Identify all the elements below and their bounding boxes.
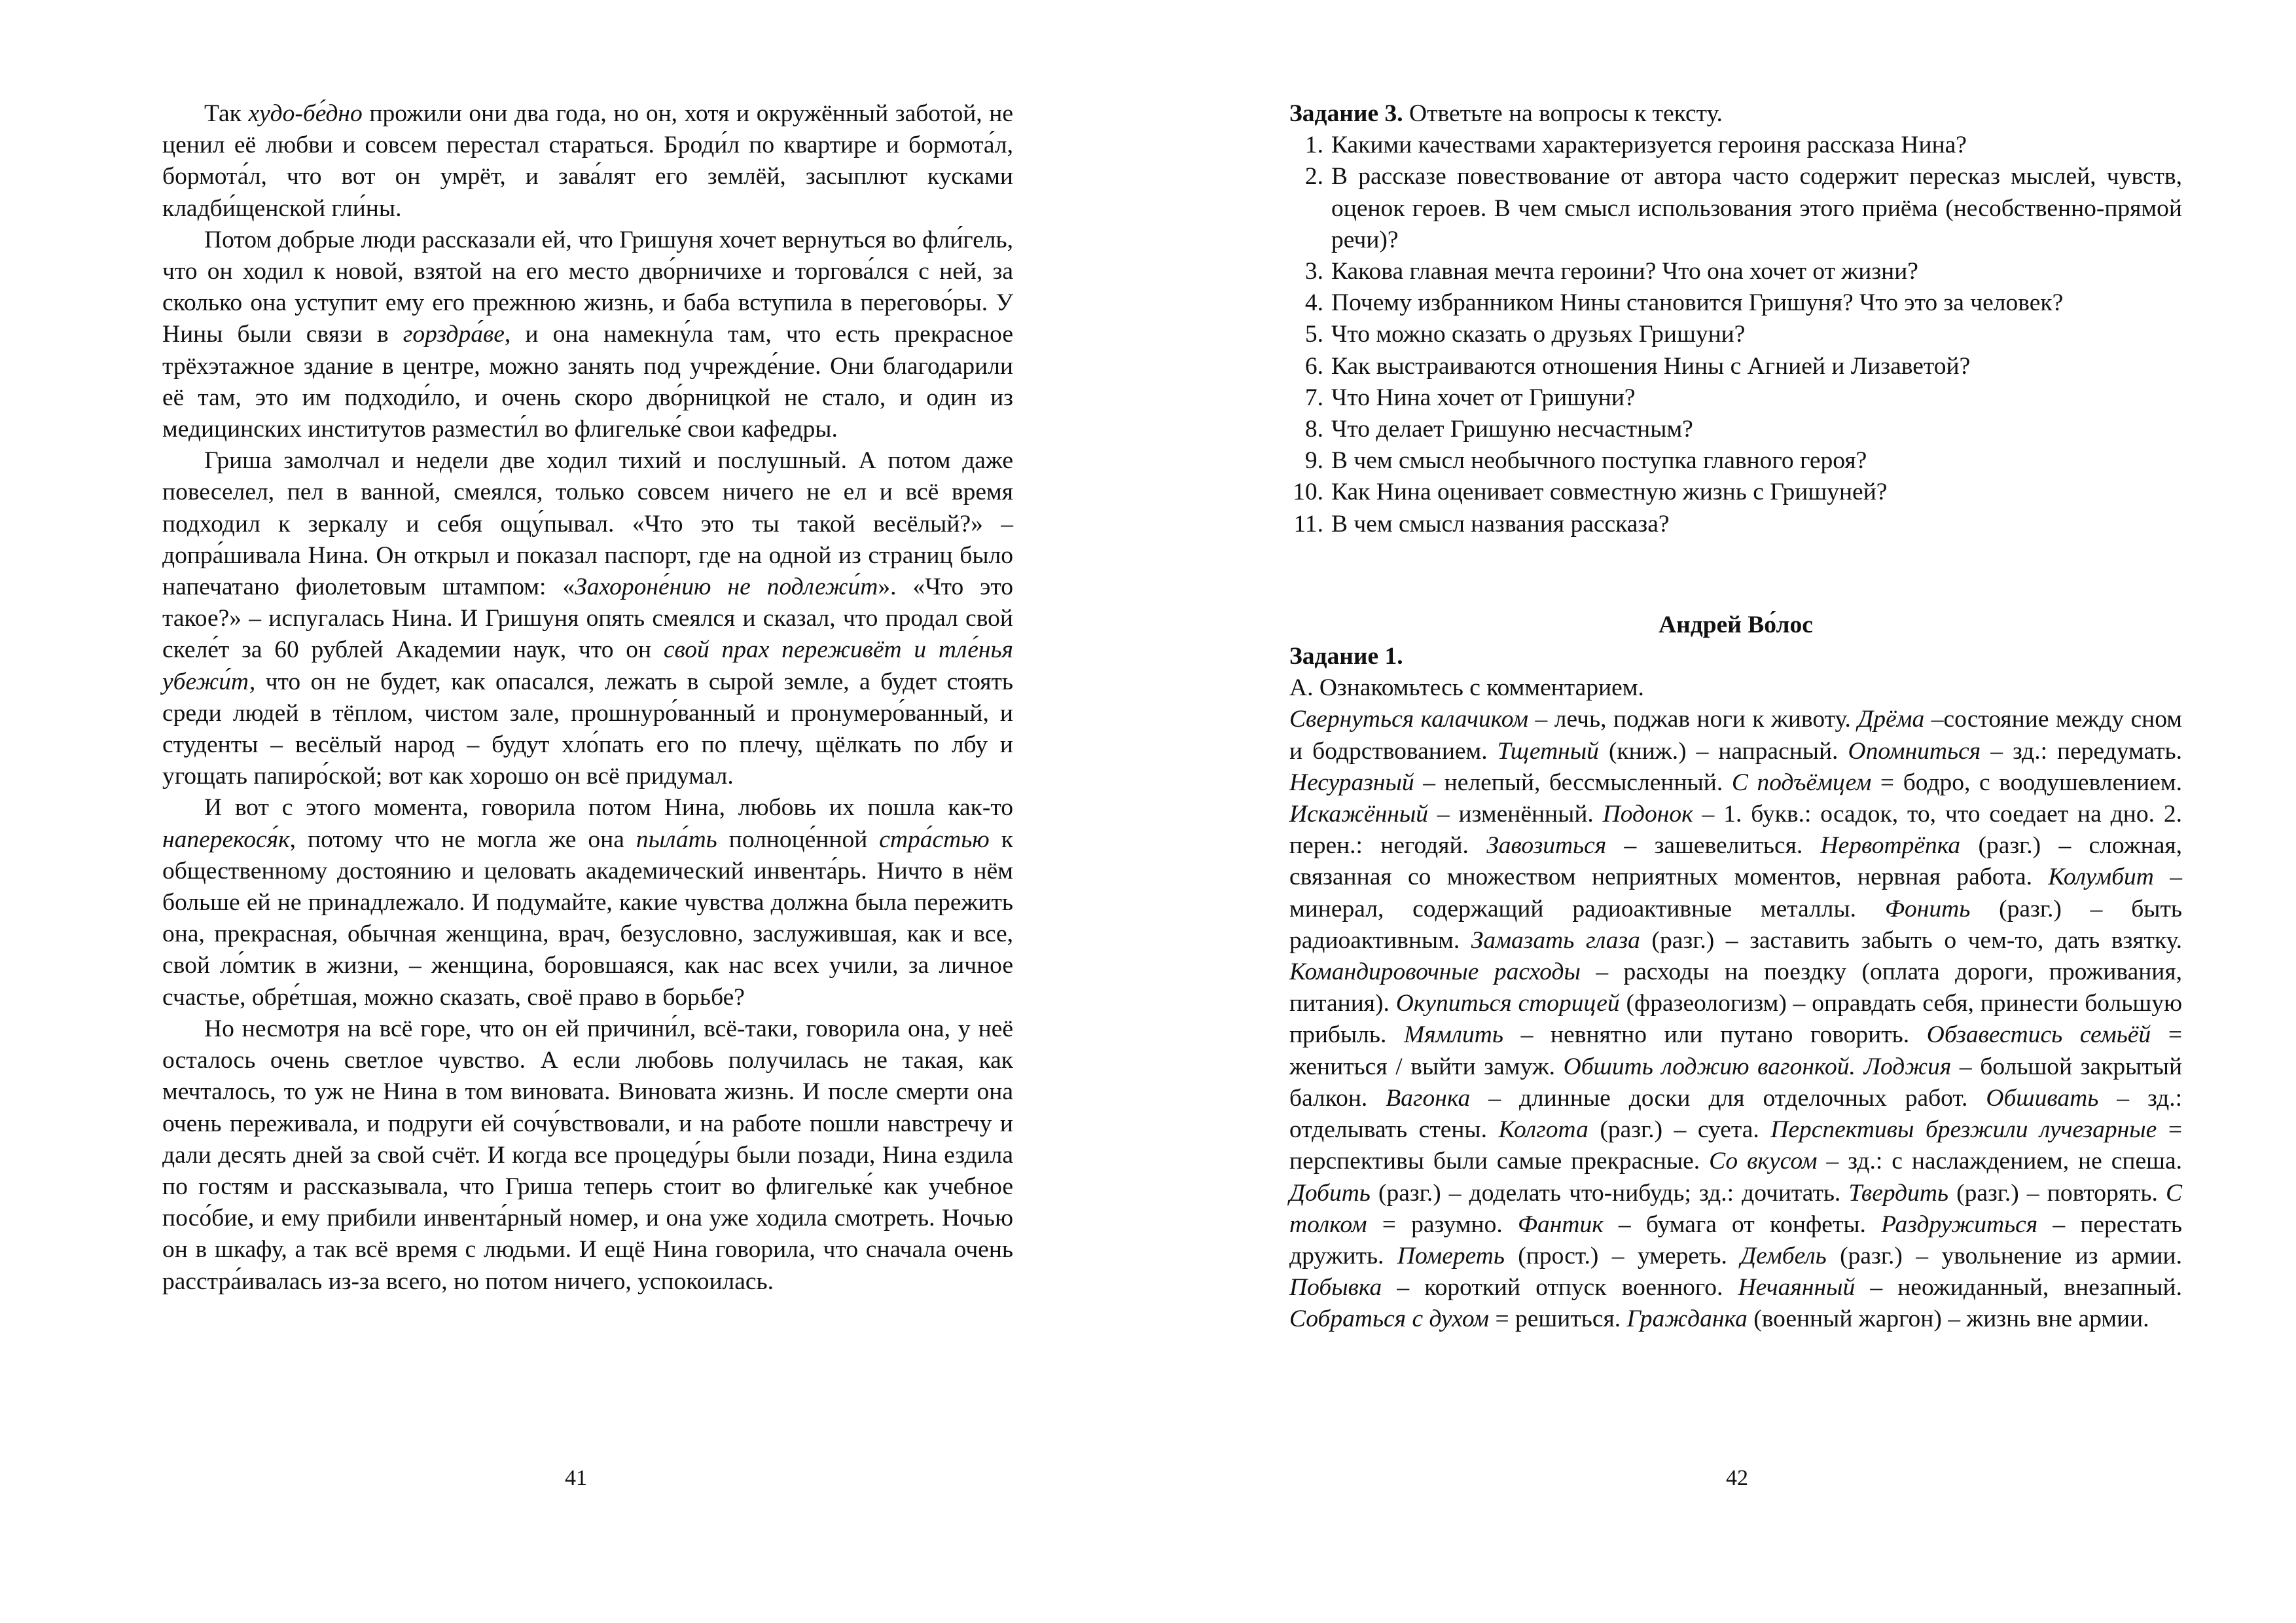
text-run: –состояние между сном и бодрствованием. <box>1289 706 2182 765</box>
text-run: = жениться / выйти замуж. <box>1289 1021 2183 1080</box>
question-number: 5. <box>1304 321 1323 348</box>
italic-term: Фонить <box>1884 895 1971 922</box>
question-item <box>1289 256 2182 287</box>
italic-term: Замазать глаза <box>1471 926 1640 954</box>
question-text: В рассказе повествование от автора часто содержит пересказ мыслей, чувств, оценок героев. В чем смысл использования этого приёма (несобственно-прямой речи)? <box>1331 163 2182 253</box>
question-number: 8. <box>1304 416 1323 443</box>
italic-term: С подъёмцем <box>1731 769 1872 796</box>
text-run: (прост.) – умереть. <box>1504 1242 1741 1269</box>
question-item <box>1289 351 2182 382</box>
italic-term: Побывка <box>1289 1274 1382 1302</box>
text-run: Так <box>204 100 249 127</box>
question-item <box>1289 445 2182 477</box>
story-paragraph <box>162 225 1013 445</box>
text-run: (разг.) – быть радиоактивным. <box>1289 895 2182 954</box>
italic-term: свой прах переживёт и тле́нья убежи́т, <box>162 636 1013 695</box>
italic-term: Колгота <box>1498 1116 1588 1144</box>
question-item <box>1289 382 2182 414</box>
italic-term: Нервотрёпка <box>1820 832 1961 860</box>
text-run: Гриша замолчал и недели две ходил тихий и послушный. А потом даже повеселел, пел в ванной, смеялся, только совсем ничего не ел и всё время подходил к зеркалу и себя ощу́пывал. «Что это ты такой весёлый?» – допра́шивала Нина. Он открыл и показал паспорт, где на одной из страниц было напечатано фиолетовым штампом: « <box>162 447 1013 601</box>
italic-term: горздра́ве <box>403 321 505 348</box>
text-run: – бумага от конфеты. <box>1603 1211 1882 1238</box>
text-run: – минерал, содержащий радиоактивные металлы. <box>1289 864 2182 922</box>
question-text: В чем смысл необычного поступка главного героя? <box>1331 447 1867 475</box>
text-run: – длинные доски для отделочных работ. <box>1470 1084 1986 1112</box>
question-text: Какова главная мечта героини? Что она хочет от жизни? <box>1331 258 1918 285</box>
text-run: И вот с этого момента, говорила потом Нина, любовь их пошла как-то <box>204 794 1013 822</box>
text-run: – перестать дружить. <box>1289 1211 2183 1269</box>
right-page <box>1289 98 2182 1336</box>
text-run: = бодро, с воодушевлением. <box>1871 769 2182 796</box>
italic-term: Твердить <box>1848 1179 1948 1207</box>
question-list <box>1289 130 2182 540</box>
text-run: – изменённый. <box>1427 801 1603 828</box>
glossary-text <box>1289 704 2182 1335</box>
story-paragraph <box>162 1013 1013 1298</box>
text-run: (разг.) – сложная, связанная со множеством неприятных моментов, нервная работа. <box>1289 832 2182 891</box>
task3-label: Задание 3. <box>1289 100 1403 127</box>
italic-term: Вагонка <box>1386 1084 1471 1112</box>
page-number-right: 42 <box>1726 1466 1748 1490</box>
italic-term: Колумбит <box>2048 864 2154 891</box>
text-run: к общественному достоянию и целовать академический инвента́рь. Ничто в нём больше ей не принадлежало. И подумайте, какие чувства должна была пережить она, прекрасная, обычная женщина, врач, безусловно, заслужившая, как и все, свой ло́мтик в жизни, – женщина, боровшаяся, как нас всех учили, за личное счастье, обре́тшая, можно сказать, своё право в борьбе? <box>162 826 1013 1011</box>
text-run: – зашевелиться. <box>1606 832 1821 860</box>
italic-term: Дембель <box>1740 1242 1827 1269</box>
question-number: 1. <box>1304 132 1323 159</box>
italic-term: Собраться с духом <box>1289 1305 1490 1333</box>
question-number: 10. <box>1293 479 1323 506</box>
question-number: 7. <box>1304 384 1323 411</box>
text-run: = решиться. <box>1489 1305 1627 1333</box>
question-number: 3. <box>1304 258 1323 285</box>
question-text: Какими качествами характеризуется героиня рассказа Нина? <box>1331 132 1967 159</box>
text-run: – расходы на поездку (оплата дороги, проживания, питания). <box>1289 958 2182 1017</box>
text-run: – нелепый, бессмысленный. <box>1414 769 1732 796</box>
text-run <box>1856 1053 1864 1080</box>
italic-term: Помереть <box>1397 1242 1505 1269</box>
text-run: , потому что не могла же она <box>289 826 636 853</box>
italic-term: Свернуться калачиком <box>1289 706 1529 733</box>
italic-term: Опомниться <box>1848 737 1981 765</box>
text-run: (разг.) – доделать что-нибудь; зд.: дочитать. <box>1370 1179 1849 1207</box>
question-item <box>1289 287 2182 319</box>
question-number: 4. <box>1304 289 1323 317</box>
question-text: Что делает Гришуню несчастным? <box>1331 416 1693 443</box>
question-text: Почему избранником Нины становится Гришуня? Что это за человек? <box>1331 289 2064 317</box>
italic-term: Раздружиться <box>1881 1211 2038 1238</box>
italic-term: худо-бе́дно <box>248 100 363 127</box>
question-number: 9. <box>1304 447 1323 475</box>
text-run: (разг.) – заставить забыть о чем-то, дать взятку. <box>1640 926 2182 954</box>
text-run: ». «Что это такое?» – испугалась Нина. И Гришуня опять смеялся и сказал, что продал свой скеле́т за 60 рублей Академии наук, что он <box>162 574 1013 664</box>
question-item <box>1289 477 2182 508</box>
task3-instruction: Ответьте на вопросы к тексту. <box>1403 100 1723 127</box>
text-run: прожили они два года, но он, хотя и окружённый заботой, не ценил её любви и совсем перестал стараться. Броди́л по квартире и бормота́л, бормота́л, что вот он умрёт, и зава́лят его землёй, засыплют кусками кладби́щенской гли́ны. <box>162 100 1013 222</box>
italic-term: Несуразный <box>1289 769 1414 796</box>
text-run: Но несмотря на всё горе, что он ей причини́л, всё-таки, говорила она, у неё осталось очень светлое чувство. А если любовь получилась не такая, как мечталось, то уж не Нина в том виновата. Виновата жизнь. И после смерти она очень переживала, и подруги ей сочу́вствовали, и на работе пошли навстречу и дали десять дней за свой счёт. И когда все процеду́ры были позади, Нина ездила по гостям и рассказывала, что Гриша теперь стоит во флигельке́ как учебное посо́бие, и ему прибили инвента́рный номер, и она уже ходила смотреть. Ночью он в шкафу, а так всё время с людьми. И ещё Нина говорила, что сначала очень расстра́ивалась из-за всего, но потом ничего, успокоилась. <box>162 1015 1013 1295</box>
story-paragraph <box>162 792 1013 1013</box>
italic-term: Обшить лоджию вагонкой. <box>1563 1053 1856 1080</box>
story-paragraph <box>162 445 1013 792</box>
text-run: полноце́нной <box>717 826 880 853</box>
question-text: Что Нина хочет от Гришуни? <box>1331 384 1636 411</box>
text-run: – 1. букв.: осадок, то, что соедает на дно. 2. перен.: негодяй. <box>1289 801 2182 860</box>
text-run: – зд.: отделывать стены. <box>1289 1084 2182 1144</box>
page-number-left: 41 <box>565 1466 587 1490</box>
question-text: Как Нина оценивает совместную жизнь с Гришуней? <box>1331 479 1888 506</box>
question-text: Что можно сказать о друзьях Гришуни? <box>1331 321 1746 348</box>
italic-term: Захороне́нию не подлежи́т <box>575 574 878 601</box>
italic-term: Обшивать <box>1986 1084 2099 1112</box>
story-paragraph <box>162 98 1013 225</box>
italic-term: С толком <box>1289 1179 2182 1238</box>
task1-heading: Задание 1. <box>1289 643 1403 670</box>
text-run: (фразеологизм) – оправдать себя, принести большую прибыль. <box>1289 990 2182 1049</box>
text-run: (разг.) – повторять. <box>1948 1179 2166 1207</box>
text-run: – лечь, поджав ноги к животу. <box>1528 706 1858 733</box>
italic-term: Фантик <box>1517 1211 1604 1238</box>
text-run: Потом добрые люди рассказали ей, что Гришуня хочет вернуться во фли́гель, что он ходил к новой, взятой на его место дво́рничихе и торгова́лся с ней, за сколько она уступит ему его прежнюю жизнь, и баба вступила в перегово́ры. У Нины были связи в <box>162 226 1013 348</box>
italic-term: Со вкусом <box>1709 1148 1818 1175</box>
question-number: 11. <box>1293 510 1323 538</box>
italic-term: Искажённый <box>1289 801 1428 828</box>
left-page <box>162 98 1013 1298</box>
text-run: , и она намекну́ла там, что есть прекрасное трёхэтажное здание в центре, можно занять под учрежде́ние. Они благодарили её там, это им подходи́ло, и очень скоро дво́рницкой не стало, и один из медицинских институтов размести́л во флигельке́ свои кафедры. <box>162 321 1013 443</box>
question-item <box>1289 161 2182 256</box>
question-text: В чем смысл названия рассказа? <box>1331 510 1670 538</box>
text-run: = разумно. <box>1367 1211 1518 1238</box>
text-run: (военный жаргон) – жизнь вне армии. <box>1747 1305 2149 1333</box>
italic-term: Тщетный <box>1497 737 1599 765</box>
question-item <box>1289 509 2182 540</box>
text-run: что он не будет, как опасался, лежать в сырой земле, а будет стоять среди людей в тёплом, чистом зале, прошнуро́ванный и пронумеро́ванный, и студенты – весёлый народ – будут хло́пать его по плечу, щёлкать по лбу и угощать папиро́ской; вот как хорошо он всё придумал. <box>162 668 1013 790</box>
question-item <box>1289 319 2182 350</box>
text-run: (книж.) – напрасный. <box>1598 737 1848 765</box>
author-name: Андрей Во́лос <box>1659 611 1813 638</box>
question-item <box>1289 130 2182 161</box>
text-run: (разг.) – увольнение из армии. <box>1826 1242 2182 1269</box>
italic-term: Обзавестись семьёй <box>1926 1021 2151 1049</box>
story-text <box>162 98 1013 1298</box>
italic-term: Подонок <box>1602 801 1693 828</box>
text-run: – невнятно или путано говорить. <box>1503 1021 1927 1049</box>
question-text: Как выстраиваются отношения Нины с Агнией и Лизаветой? <box>1331 352 1971 380</box>
italic-term: Дрёма <box>1857 706 1925 733</box>
italic-term: Лоджия <box>1863 1053 1952 1080</box>
italic-term: Окупиться сторицей <box>1395 990 1620 1017</box>
question-number: 6. <box>1304 352 1323 380</box>
italic-term: Командировочные расходы <box>1289 958 1581 986</box>
task3-heading <box>1289 98 2182 130</box>
text-run: – неожиданный, внезапный. <box>1855 1274 2182 1302</box>
question-number: 2. <box>1304 163 1323 191</box>
italic-term: Добить <box>1289 1179 1371 1207</box>
text-run: – зд.: передумать. <box>1981 737 2183 765</box>
question-item <box>1289 414 2182 445</box>
italic-term: пыла́ть <box>636 826 717 853</box>
italic-term: Перспективы брезжили лучезарные <box>1770 1116 2157 1144</box>
text-run: (разг.) – суета. <box>1588 1116 1771 1144</box>
italic-term: Нечаянный <box>1738 1274 1856 1302</box>
text-run: – короткий отпуск военного. <box>1382 1274 1738 1302</box>
text-run: – зд.: с наслаждением, не спеша. <box>1817 1148 2182 1175</box>
task1-subheading: А. Ознакомьтесь с комментарием. <box>1289 674 1644 702</box>
text-run: = перспективы были самые прекрасные. <box>1289 1116 2182 1175</box>
text-run: – большой закрытый балкон. <box>1289 1053 2183 1112</box>
italic-term: Мямлить <box>1404 1021 1503 1049</box>
italic-term: Гражданка <box>1626 1305 1748 1333</box>
italic-term: Завозиться <box>1486 832 1607 860</box>
italic-term: стра́стью <box>879 826 990 853</box>
italic-term: наперекося́к <box>162 826 290 853</box>
